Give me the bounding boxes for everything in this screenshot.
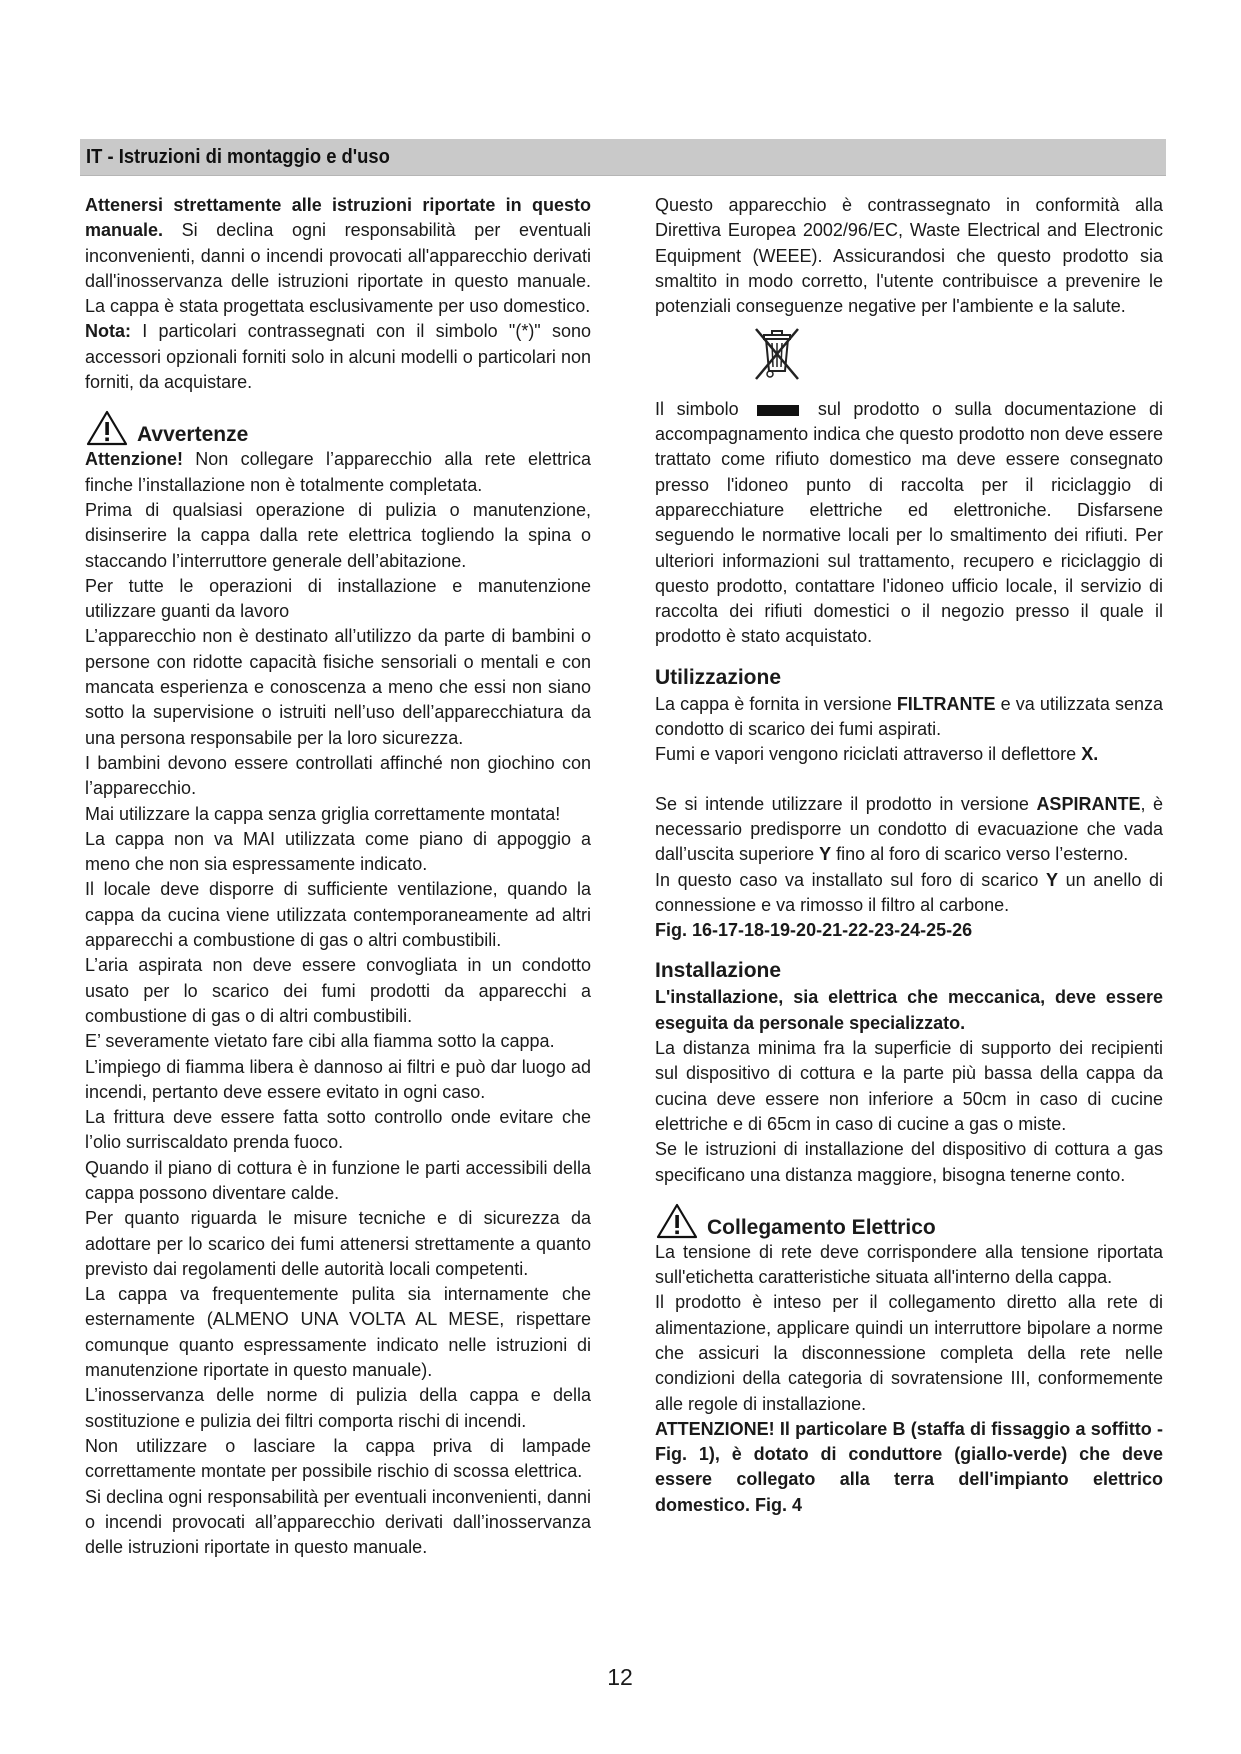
install-bold-paragraph	[655, 985, 1163, 1036]
usage-bold: Y	[819, 844, 832, 865]
install-paragraph: Se le istruzioni di installazione del dispositivo di cottura a gas specificano una distanza maggiore, bisogna tenerne conto.	[655, 1139, 1163, 1185]
warnings-title: Avvertenze	[137, 423, 249, 447]
weee-paragraph: Questo apparecchio è contrassegnato in conformità alla Direttiva Europea 2002/96/EC, Waste Electrical and Electronic Equipment (WEEE). Assicurandosi che questo prodotto sia smaltito in modo corretto, l'utente contribuisce a prevenire le potenziali conseguenze negative per l'ambiente e la salute.	[655, 195, 1163, 317]
electric-heading	[655, 1200, 1163, 1240]
section-title: IT - Istruzioni di montaggio e d'uso	[86, 146, 390, 168]
symbol-paragraph	[655, 397, 1163, 650]
spacer	[655, 768, 1163, 792]
electric-title: Collegamento Elettrico	[707, 1215, 936, 1239]
usage-paragraph	[655, 868, 1163, 919]
intro-bold: Attenersi strettamente alle istruzioni riportate in questo manuale.	[85, 195, 591, 241]
intro-text: Si declina ogni responsabilità per eventuali inconvenienti, danni o incendi provocati all'apparecchio derivati dall'inosservanza delle istruzioni riportate in questo manuale. La cappa è stata progettata esclusivamente per uso domestico.	[85, 220, 591, 317]
warning-paragraph: L’inosservanza delle norme di pulizia della cappa e della sostituzione e pulizia dei filtri comporta rischi di incendi.	[85, 1385, 591, 1431]
install-paragraph: La distanza minima fra la superficie di supporto dei recipienti sul dispositivo di cottura e la parte più bassa della cappa da cucina deve essere non inferiore a 50cm in caso di cucine elettriche e di 65cm in caso di cucine a gas o miste.	[655, 1038, 1163, 1134]
warning-paragraph: La frittura deve essere fatta sotto controllo onde evitare che l’olio surriscaldato prenda fuoco.	[85, 1107, 591, 1153]
warning-paragraph: Mai utilizzare la cappa senza griglia correttamente montata!	[85, 803, 561, 824]
crossed-bin-icon	[750, 325, 804, 383]
usage-bold: X.	[1081, 744, 1099, 765]
usage-title: Utilizzazione	[655, 665, 782, 689]
warning-paragraph: Il locale deve disporre di sufficiente ventilazione, quando la cappa da cucina viene utilizzata contemporaneamente ad altri apparecchi a combustione di gas o altri combustibili.	[85, 879, 591, 951]
warning-paragraph: Per quanto riguarda le misure tecniche e di sicurezza da adottare per lo scarico dei fumi attenersi strettamente a quanto previsto dai regolamenti delle autorità locali competenti.	[85, 1208, 591, 1279]
warning-paragraph: E’ severamente vietato fare cibi alla fiamma sotto la cappa.	[85, 1031, 555, 1052]
attention-paragraph	[85, 447, 591, 498]
install-bold: L'installazione, sia elettrica che meccanica, deve essere eseguita da personale specializzato.	[655, 987, 1163, 1033]
usage-bold: Y	[1045, 869, 1058, 890]
warning-paragraph: La cappa non va MAI utilizzata come piano di appoggio a meno che non sia espressamente indicato.	[85, 828, 591, 875]
usage-text: , è necessario predisporre un condotto di evacuazione che vada dall’uscita superiore	[655, 793, 1163, 865]
warning-paragraph: Prima di qualsiasi operazione di pulizia o manutenzione, disinserire la cappa dalla rete elettrica togliendo la spina o staccando l’interruttore generale dell’abitazione.	[85, 499, 591, 571]
note-label: Nota:	[85, 321, 131, 342]
usage-figures	[655, 918, 1163, 943]
warning-paragraph: I bambini devono essere controllati affinché non giochino con l’apparecchio.	[85, 752, 591, 799]
electric-paragraph: Il prodotto è inteso per il collegamento diretto alla rete di alimentazione, applicare quindi un interruttore bipolare a norme che assicuri la disconnessione completa della rete nelle condizioni della categoria di sovratensione III, conformemente alle regole di installazione.	[655, 1292, 1163, 1414]
usage-text: un anello di connessione e va rimosso il filtro al carbone.	[655, 869, 1163, 915]
usage-text: La cappa è fornita in versione	[655, 693, 897, 714]
usage-paragraph	[655, 742, 1163, 767]
intro-paragraph	[85, 193, 591, 319]
page-number: 12	[607, 1664, 633, 1690]
warning-paragraph: L’impiego di fiamma libera è dannoso ai filtri e può dar luogo ad incendi, pertanto deve essere evitato in ogni caso.	[85, 1056, 591, 1102]
electric-paragraph: La tensione di rete deve corrispondere alla tensione riportata sull'etichetta caratteristiche situata all'interno della cappa.	[655, 1241, 1163, 1288]
warning-paragraph: La cappa va frequentemente pulita sia internamente che esternamente (ALMENO UNA VOLTA AL MESE, rispettare comunque quanto espressamente indicato nelle istruzioni di manutenzione riportate in questo manuale).	[85, 1284, 591, 1381]
note-text: I particolari contrassegnati con il simbolo "(*)" sono accessori opzionali forniti solo in alcuni modelli o particolari non forniti, da acquistare.	[85, 321, 591, 393]
attention-label: Attenzione!	[85, 449, 183, 470]
usage-text: In questo caso va installato sul foro di scarico	[655, 869, 1046, 890]
usage-bold: ASPIRANTE	[1036, 793, 1141, 814]
warning-paragraph: Si declina ogni responsabilità per eventuali inconvenienti, danni o incendi provocati all’apparecchio derivati dall’inosservanza delle istruzioni riportate in questo manuale.	[85, 1486, 591, 1558]
note-paragraph	[85, 319, 591, 395]
right-column	[655, 193, 1163, 1518]
symbol-post: sul prodotto o sulla documentazione di accompagnamento indica che questo prodotto non deve essere trattato come rifiuto domestico ma deve essere consegnato presso l'idoneo punto di raccolta per il riciclaggio di apparecchiature elettriche ed elettroniche. Disfarsene seguendo le normative locali per lo smaltimento dei rifiuti. Per ulteriori informazioni sul trattamento, recupero e riciclaggio di questo prodotto, contattare l'idoneo ufficio locale, il servizio di raccolta dei rifiuti domestici o il negozio presso il quale il prodotto è stato acquistato.	[655, 398, 1163, 647]
usage-paragraph	[655, 692, 1163, 743]
usage-text: fino al foro di scarico verso l’esterno.	[831, 844, 1129, 865]
install-title: Installazione	[655, 959, 782, 983]
usage-text: e va utilizzata senza condotto di scarico dei fumi aspirati.	[655, 693, 1163, 740]
warnings-heading	[85, 407, 591, 447]
usage-paragraph	[655, 792, 1163, 868]
warning-paragraph: L’aria aspirata non deve essere convogliata in un condotto usato per lo scarico dei fumi prodotti da apparecchi a combustione di gas o di altri combustibili.	[85, 955, 591, 1026]
electric-warning	[655, 1417, 1163, 1518]
left-column	[85, 193, 591, 1560]
electric-bold: ATTENZIONE! Il particolare B (staffa di fissaggio a soffitto - Fig. 1), è dotato di conduttore (giallo-verde) che deve essere collegato alla terra dell'impianto elettrico domestico. Fig. 4	[655, 1418, 1163, 1515]
figure-reference: Fig. 16-17-18-19-20-21-22-23-24-25-26	[655, 920, 973, 941]
warning-icon	[85, 409, 129, 447]
attention-text: Non collegare l’apparecchio alla rete elettrica finche l’installazione non è totalmente completata.	[85, 449, 591, 495]
symbol-pre: Il simbolo	[655, 398, 739, 419]
black-bar-icon	[757, 405, 799, 416]
warning-paragraph: L’apparecchio non è destinato all’utilizzo da parte di bambini o persone con ridotte capacità fisiche sensoriali o mentali e con mancata esperienza e conoscenza a meno che essi non siano sotto la supervisione o istruiti nell’uso dell’apparecchiatura da una persona responsabile per la loro sicurezza.	[85, 626, 591, 748]
warning-paragraph: Non utilizzare o lasciare la cappa priva di lampade correttamente montate per possibile rischio di scossa elettrica.	[85, 1435, 591, 1482]
section-header	[80, 139, 1166, 176]
warning-paragraph: Quando il piano di cottura è in funzione le parti accessibili della cappa possono diventare calde.	[85, 1157, 591, 1203]
usage-text: Se si intende utilizzare il prodotto in versione	[655, 793, 1037, 814]
warning-icon	[655, 1202, 699, 1240]
usage-text: Fumi e vapori vengono riciclati attraverso il deflettore	[655, 744, 1082, 765]
warning-paragraph: Per tutte le operazioni di installazione e manutenzione utilizzare guanti da lavoro	[85, 575, 591, 622]
usage-bold: FILTRANTE	[896, 693, 996, 714]
